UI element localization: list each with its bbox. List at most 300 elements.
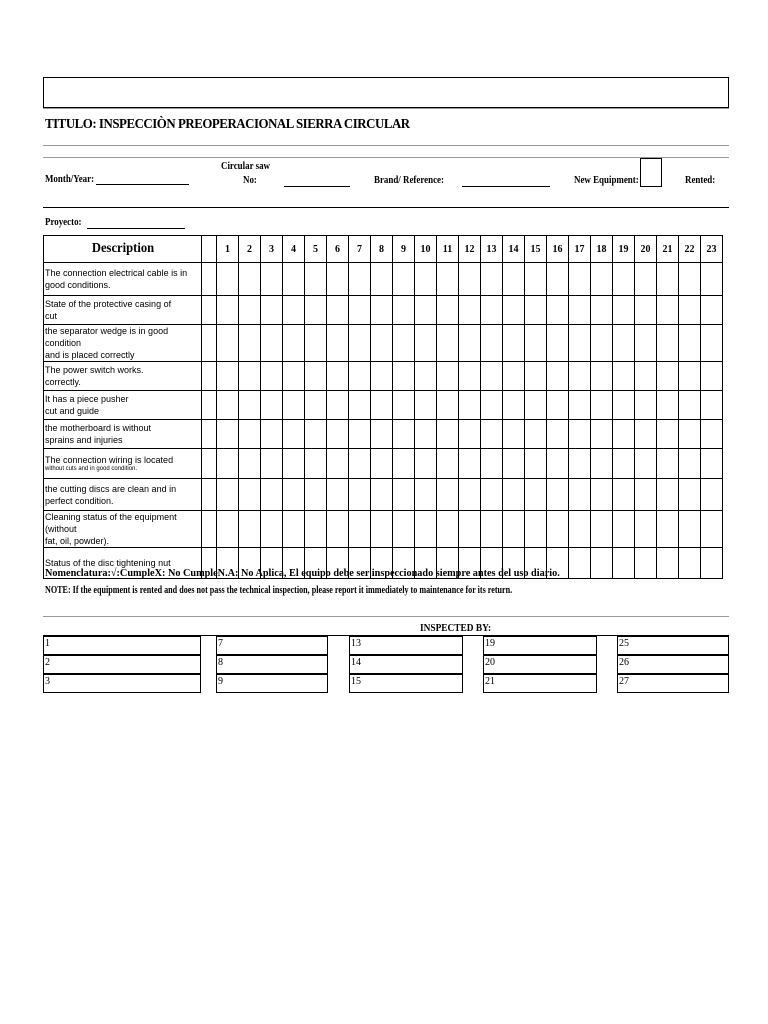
item-description-line: correctly.: [45, 377, 81, 387]
item-description: [44, 296, 202, 325]
day-header: 20: [635, 236, 657, 263]
check-cell[interactable]: [701, 548, 723, 579]
check-cell[interactable]: [503, 263, 525, 296]
inspector-slot[interactable]: [617, 674, 729, 693]
table-header-row: [44, 236, 723, 263]
inspector-slot-number: 7: [218, 638, 223, 649]
check-cell[interactable]: [283, 263, 305, 296]
check-cell[interactable]: [503, 511, 525, 548]
check-cell[interactable]: [591, 548, 613, 579]
check-cell[interactable]: [283, 420, 305, 449]
item-description-line: The connection electrical cable is in: [45, 268, 188, 278]
check-cell[interactable]: [701, 511, 723, 548]
check-cell[interactable]: [701, 391, 723, 420]
check-cell[interactable]: [261, 479, 283, 511]
check-cell[interactable]: [525, 296, 547, 325]
check-cell[interactable]: [481, 263, 503, 296]
spacer-cell: [202, 362, 217, 391]
table-row: [44, 263, 723, 296]
header-box: [43, 77, 729, 108]
check-cell[interactable]: [349, 391, 371, 420]
check-cell[interactable]: [217, 296, 239, 325]
check-cell[interactable]: [305, 362, 327, 391]
inspector-slot[interactable]: [483, 636, 597, 655]
check-cell[interactable]: [481, 362, 503, 391]
check-cell[interactable]: [393, 449, 415, 479]
day-header: 14: [503, 236, 525, 263]
check-cell[interactable]: [437, 362, 459, 391]
item-description-line: State of the protective casing of: [45, 299, 172, 309]
check-cell[interactable]: [261, 325, 283, 362]
inspector-slot[interactable]: [617, 655, 729, 674]
check-cell[interactable]: [591, 479, 613, 511]
check-cell[interactable]: [371, 296, 393, 325]
check-cell[interactable]: [657, 479, 679, 511]
check-cell[interactable]: [217, 325, 239, 362]
check-cell[interactable]: [525, 325, 547, 362]
check-cell[interactable]: [525, 511, 547, 548]
check-cell[interactable]: [415, 362, 437, 391]
spacer-cell: [202, 479, 217, 511]
saw-no-label: No:: [243, 175, 257, 186]
check-cell[interactable]: [393, 296, 415, 325]
check-cell[interactable]: [239, 420, 261, 449]
spacer-cell: [202, 449, 217, 479]
check-cell[interactable]: [657, 296, 679, 325]
check-cell[interactable]: [327, 449, 349, 479]
check-cell[interactable]: [503, 296, 525, 325]
check-cell[interactable]: [657, 548, 679, 579]
check-cell[interactable]: [239, 325, 261, 362]
check-cell[interactable]: [481, 479, 503, 511]
check-cell[interactable]: [525, 449, 547, 479]
check-cell[interactable]: [481, 420, 503, 449]
day-header: 22: [679, 236, 701, 263]
check-cell[interactable]: [635, 263, 657, 296]
spacer-cell: [202, 263, 217, 296]
check-cell[interactable]: [327, 391, 349, 420]
check-cell[interactable]: [437, 449, 459, 479]
check-cell[interactable]: [679, 296, 701, 325]
inspector-slot-number: 14: [351, 657, 361, 668]
check-cell[interactable]: [459, 263, 481, 296]
check-cell[interactable]: [371, 449, 393, 479]
check-cell[interactable]: [239, 479, 261, 511]
check-cell[interactable]: [283, 362, 305, 391]
note-text: NOTE: If the equipment is rented and does not pass the technical inspection, please report it immediately to maintenance for its return.: [45, 585, 513, 596]
inspector-slot-number: 8: [218, 657, 223, 668]
check-cell[interactable]: [679, 325, 701, 362]
check-cell[interactable]: [459, 479, 481, 511]
check-cell[interactable]: [635, 420, 657, 449]
saw-no-field[interactable]: [284, 186, 350, 187]
divider: [43, 145, 729, 146]
check-cell[interactable]: [305, 391, 327, 420]
table-row: [44, 325, 723, 362]
item-description: [44, 449, 202, 479]
check-cell[interactable]: [613, 263, 635, 296]
check-cell[interactable]: [503, 449, 525, 479]
check-cell[interactable]: [283, 325, 305, 362]
check-cell[interactable]: [525, 479, 547, 511]
check-cell[interactable]: [393, 511, 415, 548]
check-cell[interactable]: [547, 511, 569, 548]
check-cell[interactable]: [459, 420, 481, 449]
day-header: 19: [613, 236, 635, 263]
check-cell[interactable]: [591, 263, 613, 296]
check-cell[interactable]: [261, 263, 283, 296]
check-cell[interactable]: [393, 479, 415, 511]
check-cell[interactable]: [679, 391, 701, 420]
check-cell[interactable]: [327, 263, 349, 296]
check-cell[interactable]: [327, 420, 349, 449]
check-cell[interactable]: [591, 420, 613, 449]
check-cell[interactable]: [679, 263, 701, 296]
check-cell[interactable]: [547, 420, 569, 449]
check-cell[interactable]: [613, 548, 635, 579]
check-cell[interactable]: [613, 420, 635, 449]
check-cell[interactable]: [547, 325, 569, 362]
day-header: 1: [217, 236, 239, 263]
check-cell[interactable]: [327, 362, 349, 391]
check-cell[interactable]: [349, 479, 371, 511]
check-cell[interactable]: [657, 325, 679, 362]
new-equipment-checkbox[interactable]: [640, 158, 662, 187]
inspector-slot[interactable]: [617, 636, 729, 655]
inspector-slot-number: 1: [45, 638, 50, 649]
check-cell[interactable]: [657, 420, 679, 449]
inspector-slot-number: 3: [45, 676, 50, 687]
check-cell[interactable]: [371, 511, 393, 548]
check-cell[interactable]: [261, 391, 283, 420]
check-cell[interactable]: [349, 420, 371, 449]
day-header: 8: [371, 236, 393, 263]
check-cell[interactable]: [613, 391, 635, 420]
brand-reference-field[interactable]: [462, 186, 550, 187]
check-cell[interactable]: [239, 362, 261, 391]
inspector-slot[interactable]: [216, 636, 328, 655]
check-cell[interactable]: [591, 362, 613, 391]
check-cell[interactable]: [701, 296, 723, 325]
item-description-line: the separator wedge is in good condition: [45, 326, 169, 348]
check-cell[interactable]: [701, 263, 723, 296]
item-description-line: cut and guide: [45, 406, 100, 416]
inspector-slot[interactable]: [43, 674, 201, 693]
day-header: 17: [569, 236, 591, 263]
inspector-slot[interactable]: [349, 636, 463, 655]
check-cell[interactable]: [415, 296, 437, 325]
check-cell[interactable]: [635, 449, 657, 479]
check-cell[interactable]: [613, 325, 635, 362]
check-cell[interactable]: [569, 449, 591, 479]
divider: [43, 616, 729, 617]
check-cell[interactable]: [635, 548, 657, 579]
check-cell[interactable]: [437, 511, 459, 548]
check-cell[interactable]: [701, 362, 723, 391]
check-cell[interactable]: [283, 511, 305, 548]
check-cell[interactable]: [349, 263, 371, 296]
check-cell[interactable]: [613, 479, 635, 511]
item-description-line: perfect condition.: [45, 495, 114, 506]
check-cell[interactable]: [349, 449, 371, 479]
check-cell[interactable]: [503, 391, 525, 420]
check-cell[interactable]: [613, 511, 635, 548]
check-cell[interactable]: [679, 511, 701, 548]
check-cell[interactable]: [437, 420, 459, 449]
check-cell[interactable]: [371, 263, 393, 296]
proyecto-field[interactable]: [87, 228, 185, 229]
check-cell[interactable]: [415, 325, 437, 362]
day-header: 18: [591, 236, 613, 263]
inspector-slot-number: 20: [485, 657, 495, 668]
check-cell[interactable]: [525, 263, 547, 296]
inspector-slot-number: 2: [45, 657, 50, 668]
month-year-label: Month/Year:: [45, 174, 95, 185]
check-cell[interactable]: [657, 511, 679, 548]
inspector-slot-number: 25: [619, 638, 629, 649]
brand-reference-label: Brand/ Reference:: [374, 175, 444, 186]
check-cell[interactable]: [591, 325, 613, 362]
check-cell[interactable]: [635, 325, 657, 362]
check-cell[interactable]: [261, 420, 283, 449]
inspector-slot-number: 15: [351, 676, 361, 687]
table-row: [44, 420, 723, 449]
check-cell[interactable]: [569, 296, 591, 325]
page-title: TITULO: INSPECCIÒN PREOPERACIONAL SIERRA CIRCULAR: [45, 117, 410, 132]
day-header: 6: [327, 236, 349, 263]
check-cell[interactable]: [635, 362, 657, 391]
day-header: 16: [547, 236, 569, 263]
check-cell[interactable]: [459, 362, 481, 391]
check-cell[interactable]: [437, 296, 459, 325]
check-cell[interactable]: [327, 479, 349, 511]
check-cell[interactable]: [459, 325, 481, 362]
divider: [43, 207, 729, 208]
check-cell[interactable]: [217, 449, 239, 479]
check-cell[interactable]: [283, 391, 305, 420]
check-cell[interactable]: [701, 479, 723, 511]
item-description: [44, 511, 202, 548]
check-cell[interactable]: [437, 263, 459, 296]
day-header: 15: [525, 236, 547, 263]
inspector-slot[interactable]: [483, 674, 597, 693]
check-cell[interactable]: [525, 391, 547, 420]
check-cell[interactable]: [393, 391, 415, 420]
check-cell[interactable]: [547, 391, 569, 420]
rented-label: Rented:: [685, 175, 716, 186]
check-cell[interactable]: [327, 325, 349, 362]
table-row: [44, 449, 723, 479]
description-header: Description: [51, 236, 193, 263]
check-cell[interactable]: [503, 362, 525, 391]
check-cell[interactable]: [217, 479, 239, 511]
check-cell[interactable]: [371, 391, 393, 420]
check-cell[interactable]: [393, 420, 415, 449]
table-row: [44, 391, 723, 420]
check-cell[interactable]: [657, 449, 679, 479]
table-row: [44, 479, 723, 511]
check-cell[interactable]: [525, 420, 547, 449]
check-cell[interactable]: [635, 391, 657, 420]
item-description-line: without cuts and in good condition.: [45, 466, 138, 472]
check-cell[interactable]: [371, 420, 393, 449]
check-cell[interactable]: [481, 325, 503, 362]
check-cell[interactable]: [569, 420, 591, 449]
check-cell[interactable]: [547, 296, 569, 325]
check-cell[interactable]: [261, 362, 283, 391]
check-cell[interactable]: [217, 420, 239, 449]
check-cell[interactable]: [635, 296, 657, 325]
check-cell[interactable]: [503, 420, 525, 449]
check-cell[interactable]: [591, 391, 613, 420]
inspector-slot-number: 21: [485, 676, 495, 687]
check-cell[interactable]: [569, 263, 591, 296]
check-cell[interactable]: [349, 511, 371, 548]
check-cell[interactable]: [569, 511, 591, 548]
check-cell[interactable]: [591, 296, 613, 325]
check-cell[interactable]: [547, 362, 569, 391]
day-header: 21: [657, 236, 679, 263]
check-cell[interactable]: [371, 325, 393, 362]
check-cell[interactable]: [393, 263, 415, 296]
check-cell[interactable]: [547, 263, 569, 296]
check-cell[interactable]: [437, 391, 459, 420]
check-cell[interactable]: [415, 420, 437, 449]
check-cell[interactable]: [305, 420, 327, 449]
item-description-line: cut: [45, 311, 58, 321]
inspector-slot[interactable]: [349, 674, 463, 693]
check-cell[interactable]: [657, 362, 679, 391]
check-cell[interactable]: [657, 263, 679, 296]
check-cell[interactable]: [239, 449, 261, 479]
item-description-line: fat, oil, powder).: [45, 536, 110, 546]
inspector-slot[interactable]: [216, 674, 328, 693]
check-cell[interactable]: [481, 511, 503, 548]
check-cell[interactable]: [459, 511, 481, 548]
check-cell[interactable]: [701, 420, 723, 449]
check-cell[interactable]: [349, 362, 371, 391]
check-cell[interactable]: [305, 449, 327, 479]
spacer-cell: [202, 511, 217, 548]
check-cell[interactable]: [283, 296, 305, 325]
check-cell[interactable]: [569, 362, 591, 391]
day-header: 2: [239, 236, 261, 263]
check-cell[interactable]: [217, 362, 239, 391]
check-cell[interactable]: [679, 548, 701, 579]
check-cell[interactable]: [657, 391, 679, 420]
check-cell[interactable]: [481, 296, 503, 325]
check-cell[interactable]: [415, 263, 437, 296]
check-cell[interactable]: [679, 420, 701, 449]
check-cell[interactable]: [415, 391, 437, 420]
check-cell[interactable]: [679, 479, 701, 511]
check-cell[interactable]: [613, 362, 635, 391]
check-cell[interactable]: [305, 479, 327, 511]
check-cell[interactable]: [415, 511, 437, 548]
check-cell[interactable]: [503, 325, 525, 362]
check-cell[interactable]: [591, 511, 613, 548]
check-cell[interactable]: [679, 362, 701, 391]
check-cell[interactable]: [239, 391, 261, 420]
check-cell[interactable]: [437, 325, 459, 362]
item-description-line: and is placed correctly: [45, 350, 135, 360]
check-cell[interactable]: [305, 263, 327, 296]
check-cell[interactable]: [635, 479, 657, 511]
check-cell[interactable]: [701, 449, 723, 479]
check-cell[interactable]: [701, 325, 723, 362]
check-cell[interactable]: [283, 479, 305, 511]
check-cell[interactable]: [217, 511, 239, 548]
check-cell[interactable]: [459, 296, 481, 325]
inspector-slot[interactable]: [43, 655, 201, 674]
check-cell[interactable]: [239, 296, 261, 325]
check-cell[interactable]: [261, 511, 283, 548]
check-cell[interactable]: [327, 511, 349, 548]
check-cell[interactable]: [371, 479, 393, 511]
check-cell[interactable]: [591, 449, 613, 479]
inspector-slot[interactable]: [216, 655, 328, 674]
check-cell[interactable]: [327, 296, 349, 325]
check-cell[interactable]: [569, 391, 591, 420]
check-cell[interactable]: [569, 479, 591, 511]
item-description-line: the cutting discs are clean and in: [45, 483, 177, 494]
inspector-slot[interactable]: [349, 655, 463, 674]
check-cell[interactable]: [635, 511, 657, 548]
check-cell[interactable]: [415, 479, 437, 511]
check-cell[interactable]: [415, 449, 437, 479]
check-cell[interactable]: [349, 296, 371, 325]
check-cell[interactable]: [569, 548, 591, 579]
day-header: 5: [305, 236, 327, 263]
check-cell[interactable]: [305, 511, 327, 548]
check-cell[interactable]: [217, 263, 239, 296]
check-cell[interactable]: [239, 511, 261, 548]
check-cell[interactable]: [393, 362, 415, 391]
check-cell[interactable]: [503, 479, 525, 511]
check-cell[interactable]: [283, 449, 305, 479]
table-row: [44, 511, 723, 548]
check-cell[interactable]: [437, 479, 459, 511]
check-cell[interactable]: [481, 391, 503, 420]
check-cell[interactable]: [613, 296, 635, 325]
check-cell[interactable]: [261, 449, 283, 479]
check-cell[interactable]: [525, 362, 547, 391]
item-description: [44, 479, 202, 511]
month-year-field[interactable]: [96, 184, 189, 185]
check-cell[interactable]: [613, 449, 635, 479]
inspector-slot[interactable]: [483, 655, 597, 674]
check-cell[interactable]: [393, 325, 415, 362]
check-cell[interactable]: [217, 391, 239, 420]
check-cell[interactable]: [261, 296, 283, 325]
check-cell[interactable]: [239, 263, 261, 296]
check-cell[interactable]: [459, 449, 481, 479]
check-cell[interactable]: [481, 449, 503, 479]
check-cell[interactable]: [305, 325, 327, 362]
check-cell[interactable]: [371, 362, 393, 391]
check-cell[interactable]: [569, 325, 591, 362]
spacer-cell: [202, 420, 217, 449]
check-cell[interactable]: [679, 449, 701, 479]
inspector-slot[interactable]: [43, 636, 201, 655]
day-header: 13: [481, 236, 503, 263]
item-description-line: The power switch works.: [45, 365, 144, 375]
check-cell[interactable]: [305, 296, 327, 325]
check-cell[interactable]: [547, 479, 569, 511]
check-cell[interactable]: [349, 325, 371, 362]
check-cell[interactable]: [547, 449, 569, 479]
check-cell[interactable]: [459, 391, 481, 420]
